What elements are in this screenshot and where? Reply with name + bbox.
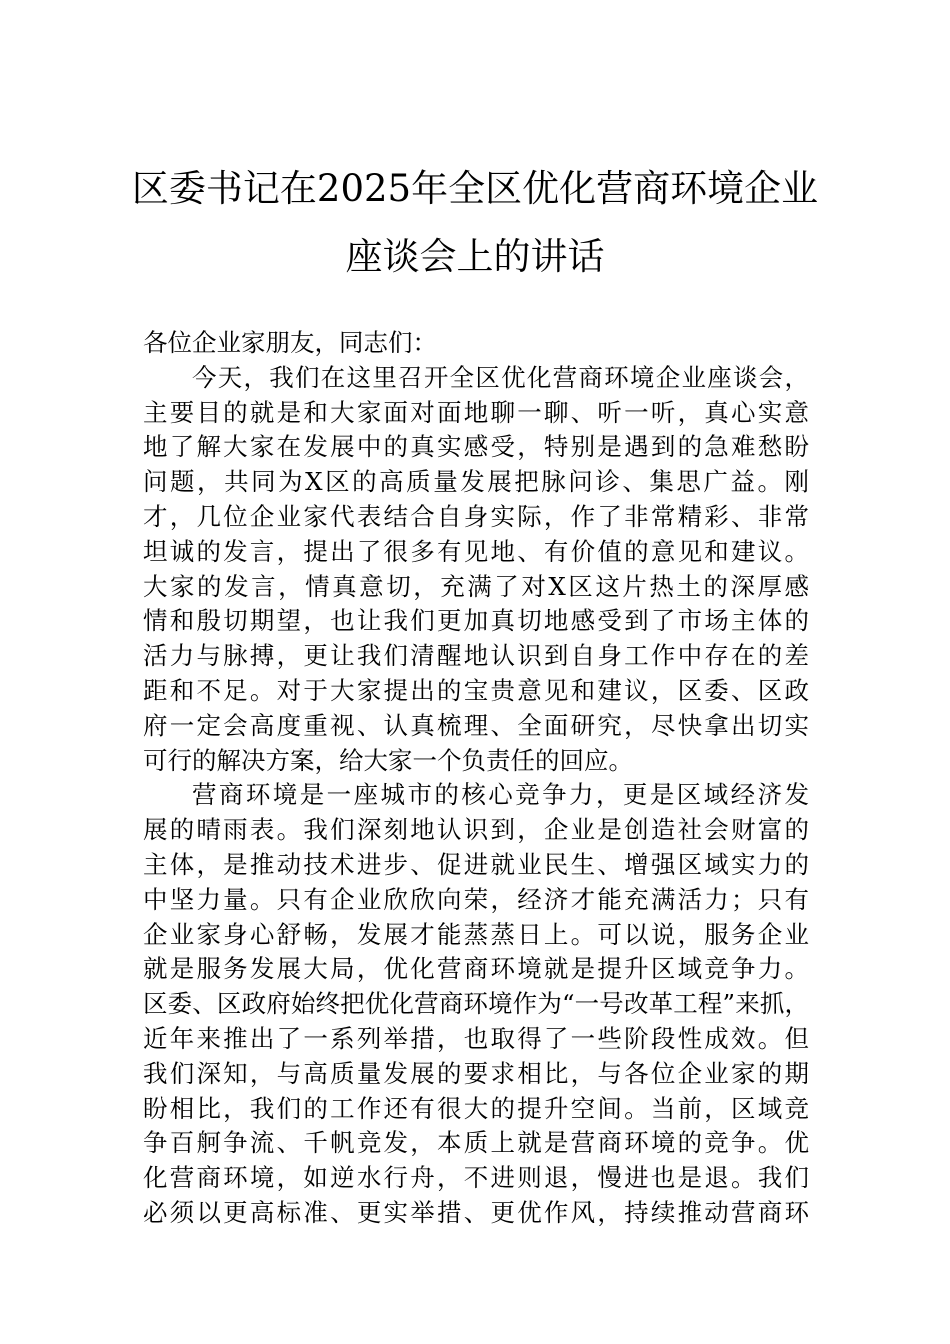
document-body bbox=[143, 326, 809, 1231]
paragraph-2 bbox=[143, 778, 809, 1230]
paragraph-line: 区委、区政府始终把优化营商环境作为“一号改革工程”来抓， bbox=[143, 989, 809, 1019]
paragraph-line: 盼相比，我们的工作还有很大的提升空间。当前，区域竞 bbox=[143, 1093, 809, 1123]
paragraph-line: 企业家身心舒畅，发展才能蒸蒸日上。可以说，服务企业 bbox=[143, 919, 809, 949]
paragraph-line: 主要目的就是和大家面对面地聊一聊、听一听，真心实意 bbox=[143, 397, 809, 427]
paragraph-line: 距和不足。对于大家提出的宝贵意见和建议，区委、区政 bbox=[143, 675, 809, 705]
paragraph-line: 问题，共同为X区的高质量发展把脉问诊、集思广益。刚 bbox=[143, 467, 809, 497]
document-title-line-2: 座谈会上的讲话 bbox=[345, 235, 605, 278]
paragraph-1 bbox=[143, 361, 809, 779]
greeting: 各位企业家朋友，同志们： bbox=[143, 328, 437, 357]
paragraph-line: 才，几位企业家代表结合自身实际，作了非常精彩、非常 bbox=[143, 501, 809, 531]
paragraph-line: 我们深知，与高质量发展的要求相比，与各位企业家的期 bbox=[143, 1058, 809, 1088]
paragraph-line: 展的晴雨表。我们深刻地认识到，企业是创造社会财富的 bbox=[143, 815, 809, 845]
paragraph-line: 府一定会高度重视、认真梳理、全面研究，尽快拿出切实 bbox=[143, 710, 809, 740]
paragraph-line: 地了解大家在发展中的真实感受，特别是遇到的急难愁盼 bbox=[143, 432, 809, 462]
paragraph-line: 近年来推出了一系列举措，也取得了一些阶段性成效。但 bbox=[143, 1023, 809, 1053]
paragraph-line: 主体，是推动技术进步、促进就业民生、增强区域实力的 bbox=[143, 849, 809, 879]
paragraph-line: 营商环境是一座城市的核心竞争力，更是区域经济发 bbox=[192, 780, 809, 810]
paragraph-line: 必须以更高标准、更实举措、更优作风，持续推动营商环 bbox=[143, 1197, 809, 1227]
paragraph-line: 争百舸争流、千帆竞发，本质上就是营商环境的竞争。优 bbox=[143, 1128, 809, 1158]
paragraph-line: 化营商环境，如逆水行舟，不进则退，慢进也是退。我们 bbox=[143, 1163, 809, 1193]
document-title-line-1: 区委书记在2025年全区优化营商环境企业 bbox=[131, 167, 819, 210]
paragraph-line: 坦诚的发言，提出了很多有见地、有价值的意见和建议。 bbox=[143, 536, 809, 566]
paragraph-line: 中坚力量。只有企业欣欣向荣，经济才能充满活力；只有 bbox=[143, 884, 809, 914]
paragraph-line: 今天，我们在这里召开全区优化营商环境企业座谈会， bbox=[192, 362, 809, 392]
paragraph-line: 大家的发言，情真意切，充满了对X区这片热土的深厚感 bbox=[143, 571, 809, 601]
paragraph-line: 情和殷切期望，也让我们更加真切地感受到了市场主体的 bbox=[143, 606, 809, 636]
paragraph-line: 就是服务发展大局，优化营商环境就是提升区域竞争力。 bbox=[143, 954, 809, 984]
paragraph-line: 可行的解决方案，给大家一个负责任的回应。 bbox=[143, 745, 633, 775]
paragraph-line: 活力与脉搏，更让我们清醒地认识到自身工作中存在的差 bbox=[143, 641, 809, 671]
